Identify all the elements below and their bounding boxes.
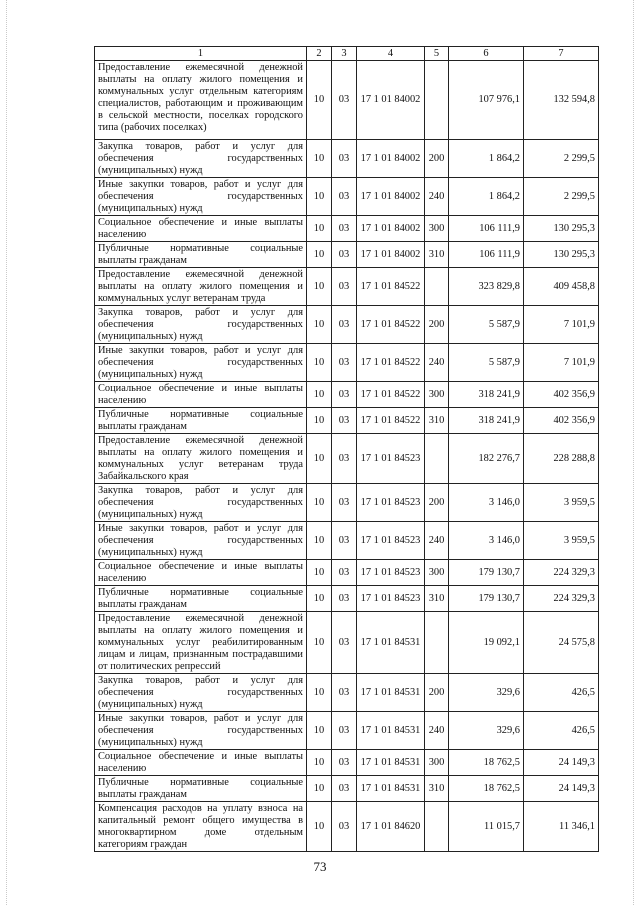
row-amount-year-2: 130 295,3 [524,242,599,268]
row-section: 10 [307,306,332,344]
row-target-article: 17 1 01 84531 [357,750,425,776]
page-number: 73 [313,859,327,874]
row-amount-year-1: 329,6 [449,712,524,750]
row-description: Закупка товаров, работ и услуг для обеспечения государственных (муниципальных) нужд [95,674,307,712]
row-expense-type: 240 [425,522,449,560]
row-amount-year-1: 182 276,7 [449,434,524,484]
row-subsection: 03 [332,216,357,242]
row-expense-type [425,268,449,306]
row-description: Иные закупки товаров, работ и услуг для обеспечения государственных (муниципальных) нужд [95,178,307,216]
row-subsection: 03 [332,408,357,434]
row-amount-year-1: 5 587,9 [449,306,524,344]
row-section: 10 [307,216,332,242]
row-section: 10 [307,344,332,382]
row-description: Социальное обеспечение и иные выплаты населению [95,382,307,408]
row-expense-type: 310 [425,408,449,434]
row-section: 10 [307,612,332,674]
row-section: 10 [307,750,332,776]
row-amount-year-2: 24 575,8 [524,612,599,674]
row-target-article: 17 1 01 84620 [357,802,425,852]
table-row [95,434,599,484]
row-section: 10 [307,674,332,712]
row-amount-year-1: 3 146,0 [449,484,524,522]
header-col-7: 7 [524,47,599,61]
row-description: Публичные нормативные социальные выплаты гражданам [95,586,307,612]
row-target-article: 17 1 01 84002 [357,178,425,216]
row-expense-type: 200 [425,674,449,712]
table-row [95,802,599,852]
table-row [95,586,599,612]
table-row [95,382,599,408]
row-amount-year-2: 2 299,5 [524,140,599,178]
row-subsection: 03 [332,344,357,382]
table-row [95,178,599,216]
row-amount-year-2: 426,5 [524,712,599,750]
row-amount-year-1: 323 829,8 [449,268,524,306]
row-amount-year-1: 179 130,7 [449,586,524,612]
row-subsection: 03 [332,802,357,852]
row-section: 10 [307,776,332,802]
row-target-article: 17 1 01 84523 [357,434,425,484]
row-section: 10 [307,434,332,484]
row-amount-year-2: 224 329,3 [524,586,599,612]
row-amount-year-2: 132 594,8 [524,61,599,140]
row-subsection: 03 [332,434,357,484]
row-expense-type [425,802,449,852]
header-col-4: 4 [357,47,425,61]
row-description: Публичные нормативные социальные выплаты гражданам [95,242,307,268]
row-expense-type: 310 [425,586,449,612]
row-amount-year-2: 11 346,1 [524,802,599,852]
table-row [95,522,599,560]
row-target-article: 17 1 01 84002 [357,216,425,242]
row-subsection: 03 [332,776,357,802]
row-amount-year-1: 18 762,5 [449,776,524,802]
header-col-2: 2 [307,47,332,61]
row-amount-year-2: 24 149,3 [524,776,599,802]
row-expense-type [425,612,449,674]
table-row [95,712,599,750]
table-row [95,776,599,802]
row-description: Предоставление ежемесячной денежной выплаты на оплату жилого помещения и коммунальных услуг ветеранам труда [95,268,307,306]
row-target-article: 17 1 01 84531 [357,712,425,750]
row-subsection: 03 [332,522,357,560]
header-col-5: 5 [425,47,449,61]
row-description: Закупка товаров, работ и услуг для обеспечения государственных (муниципальных) нужд [95,306,307,344]
table-row [95,216,599,242]
row-section: 10 [307,802,332,852]
row-subsection: 03 [332,306,357,344]
row-description: Социальное обеспечение и иные выплаты населению [95,216,307,242]
row-subsection: 03 [332,586,357,612]
row-target-article: 17 1 01 84522 [357,382,425,408]
table-row [95,408,599,434]
row-description: Закупка товаров, работ и услуг для обеспечения государственных (муниципальных) нужд [95,484,307,522]
row-subsection: 03 [332,560,357,586]
row-expense-type: 200 [425,484,449,522]
row-expense-type: 310 [425,242,449,268]
row-subsection: 03 [332,61,357,140]
row-target-article: 17 1 01 84523 [357,560,425,586]
row-subsection: 03 [332,674,357,712]
row-subsection: 03 [332,382,357,408]
row-section: 10 [307,586,332,612]
row-expense-type: 200 [425,306,449,344]
row-section: 10 [307,484,332,522]
row-amount-year-1: 329,6 [449,674,524,712]
row-section: 10 [307,178,332,216]
row-description: Публичные нормативные социальные выплаты гражданам [95,408,307,434]
row-amount-year-2: 3 959,5 [524,484,599,522]
row-description: Предоставление ежемесячной денежной выплаты на оплату жилого помещения и коммунальных услуг реабилитированным лицам и лицам, признанным пострадавшими от политических репрессий [95,612,307,674]
row-description: Иные закупки товаров, работ и услуг для обеспечения государственных (муниципальных) нужд [95,712,307,750]
row-target-article: 17 1 01 84002 [357,61,425,140]
row-amount-year-1: 179 130,7 [449,560,524,586]
row-amount-year-1: 318 241,9 [449,408,524,434]
table-row [95,612,599,674]
row-expense-type: 300 [425,216,449,242]
row-expense-type: 240 [425,344,449,382]
row-amount-year-2: 402 356,9 [524,382,599,408]
row-target-article: 17 1 01 84523 [357,484,425,522]
table-row [95,344,599,382]
row-amount-year-2: 426,5 [524,674,599,712]
row-expense-type: 240 [425,178,449,216]
row-target-article: 17 1 01 84531 [357,612,425,674]
row-subsection: 03 [332,712,357,750]
header-col-6: 6 [449,47,524,61]
row-amount-year-2: 130 295,3 [524,216,599,242]
row-target-article: 17 1 01 84522 [357,344,425,382]
row-amount-year-1: 106 111,9 [449,242,524,268]
table-row [95,140,599,178]
row-section: 10 [307,560,332,586]
row-amount-year-2: 2 299,5 [524,178,599,216]
row-amount-year-2: 228 288,8 [524,434,599,484]
row-amount-year-2: 7 101,9 [524,306,599,344]
row-section: 10 [307,61,332,140]
row-target-article: 17 1 01 84522 [357,268,425,306]
header-col-3: 3 [332,47,357,61]
row-expense-type: 300 [425,382,449,408]
row-subsection: 03 [332,242,357,268]
row-expense-type [425,61,449,140]
row-amount-year-1: 107 976,1 [449,61,524,140]
row-target-article: 17 1 01 84523 [357,522,425,560]
row-subsection: 03 [332,140,357,178]
row-amount-year-1: 5 587,9 [449,344,524,382]
header-row [95,47,599,61]
row-amount-year-2: 7 101,9 [524,344,599,382]
row-expense-type: 200 [425,140,449,178]
row-target-article: 17 1 01 84002 [357,242,425,268]
table-row [95,242,599,268]
row-description: Предоставление ежемесячной денежной выплаты на оплату жилого помещения и коммунальных услуг ветеранам труда Забайкальского края [95,434,307,484]
row-description: Предоставление ежемесячной денежной выплаты на оплату жилого помещения и коммунальных услуг отдельным категориям специалистов, работающим и проживающим в сельской местности, поселках городского типа (рабочих поселках) [95,61,307,140]
row-target-article: 17 1 01 84531 [357,674,425,712]
row-amount-year-1: 1 864,2 [449,140,524,178]
row-expense-type [425,434,449,484]
row-amount-year-1: 18 762,5 [449,750,524,776]
row-target-article: 17 1 01 84522 [357,408,425,434]
row-amount-year-1: 1 864,2 [449,178,524,216]
row-amount-year-2: 409 458,8 [524,268,599,306]
row-subsection: 03 [332,612,357,674]
row-section: 10 [307,242,332,268]
row-description: Социальное обеспечение и иные выплаты населению [95,560,307,586]
row-description: Закупка товаров, работ и услуг для обеспечения государственных (муниципальных) нужд [95,140,307,178]
page-edge-left [6,0,7,905]
row-subsection: 03 [332,484,357,522]
table-row [95,674,599,712]
row-section: 10 [307,382,332,408]
table-body [95,61,599,852]
row-amount-year-1: 3 146,0 [449,522,524,560]
row-section: 10 [307,408,332,434]
table-row [95,306,599,344]
table-row [95,484,599,522]
table-row [95,268,599,306]
row-amount-year-1: 106 111,9 [449,216,524,242]
row-expense-type: 300 [425,560,449,586]
row-description: Компенсация расходов на уплату взноса на капитальный ремонт общего имущества в многоквартирном доме отдельным категориям граждан [95,802,307,852]
row-subsection: 03 [332,750,357,776]
row-amount-year-2: 3 959,5 [524,522,599,560]
table-row [95,750,599,776]
row-description: Социальное обеспечение и иные выплаты населению [95,750,307,776]
row-subsection: 03 [332,178,357,216]
row-subsection: 03 [332,268,357,306]
row-description: Иные закупки товаров, работ и услуг для обеспечения государственных (муниципальных) нужд [95,522,307,560]
row-expense-type: 240 [425,712,449,750]
row-target-article: 17 1 01 84523 [357,586,425,612]
row-expense-type: 310 [425,776,449,802]
row-amount-year-2: 224 329,3 [524,560,599,586]
budget-table [94,46,599,852]
row-amount-year-2: 402 356,9 [524,408,599,434]
row-section: 10 [307,522,332,560]
header-col-1: 1 [95,47,307,61]
row-description: Иные закупки товаров, работ и услуг для обеспечения государственных (муниципальных) нужд [95,344,307,382]
row-target-article: 17 1 01 84522 [357,306,425,344]
row-amount-year-2: 24 149,3 [524,750,599,776]
table-row [95,61,599,140]
row-description: Публичные нормативные социальные выплаты гражданам [95,776,307,802]
table-row [95,560,599,586]
row-target-article: 17 1 01 84002 [357,140,425,178]
page-edge-right [633,0,634,905]
row-expense-type: 300 [425,750,449,776]
row-section: 10 [307,140,332,178]
row-section: 10 [307,712,332,750]
row-amount-year-1: 11 015,7 [449,802,524,852]
row-section: 10 [307,268,332,306]
row-amount-year-1: 19 092,1 [449,612,524,674]
row-target-article: 17 1 01 84531 [357,776,425,802]
row-amount-year-1: 318 241,9 [449,382,524,408]
